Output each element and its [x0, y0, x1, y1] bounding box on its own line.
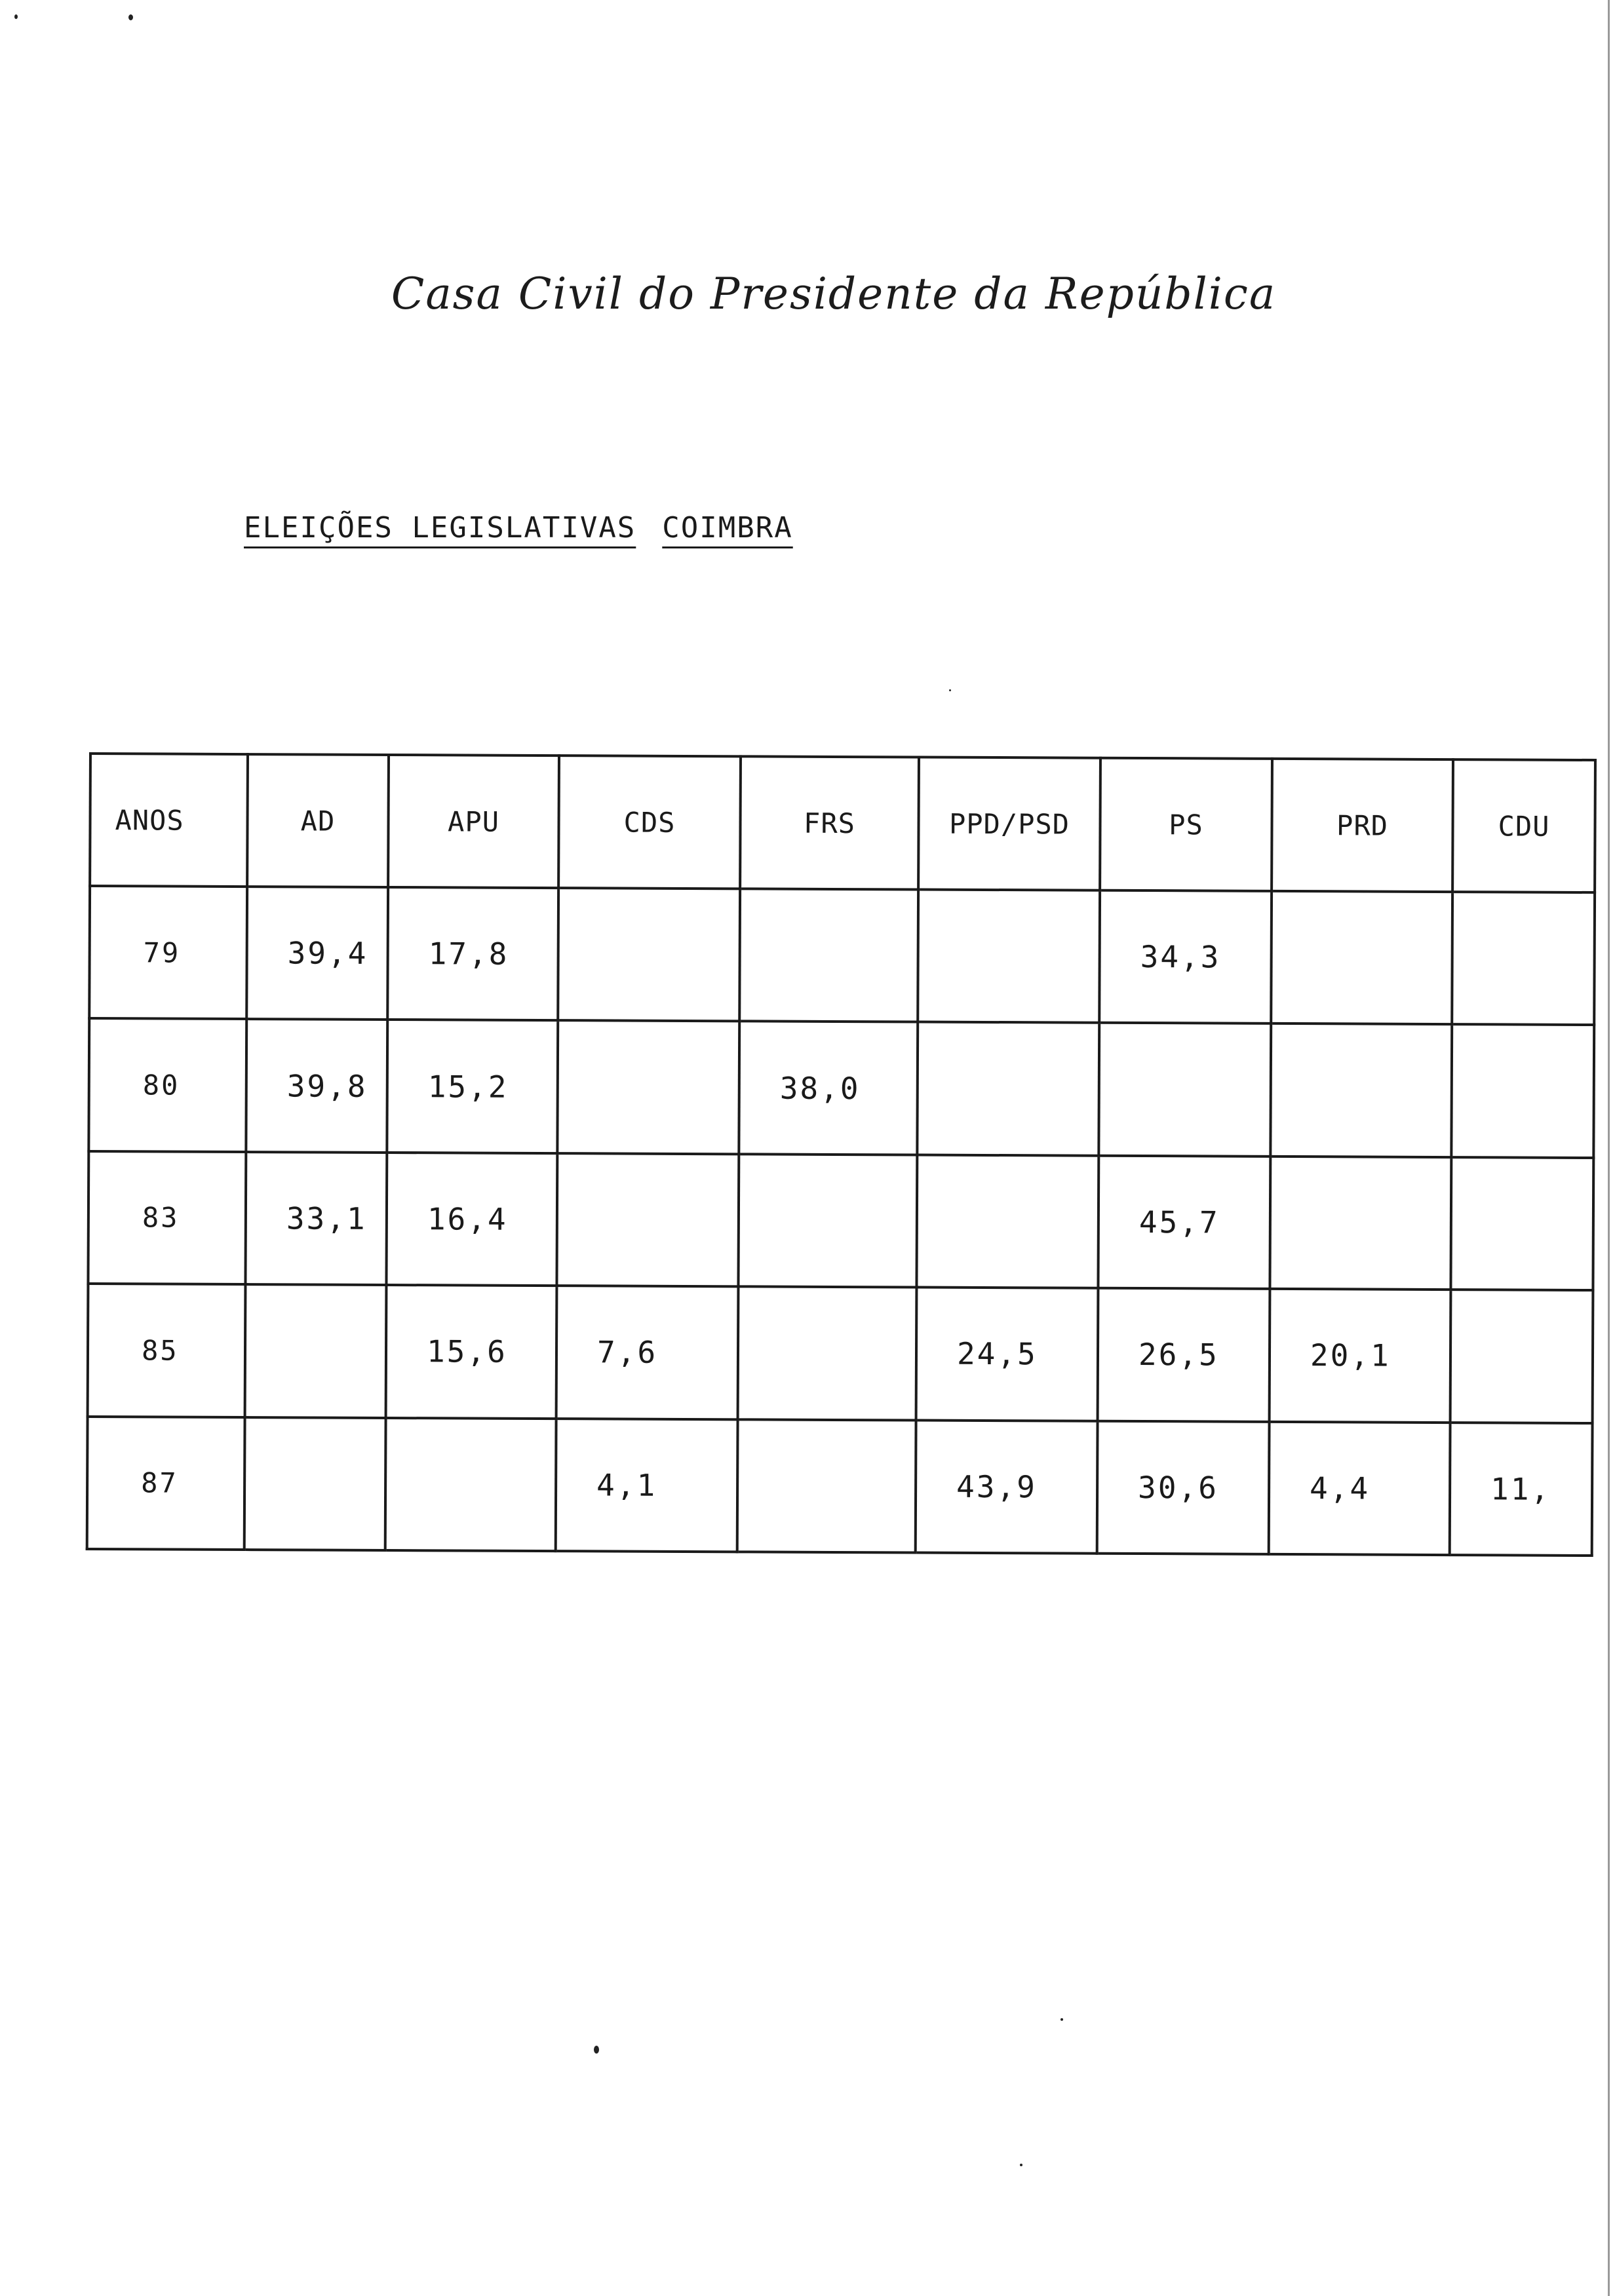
- value-cell: [245, 1284, 387, 1417]
- value-cell: [1099, 1023, 1271, 1157]
- value-cell: 7,6: [556, 1286, 739, 1419]
- header-cdu: CDU: [1452, 759, 1595, 892]
- value-cell: [738, 1287, 917, 1421]
- value-cell: [1450, 1290, 1593, 1423]
- header-ad: AD: [247, 754, 389, 887]
- table-row: [88, 1151, 1593, 1290]
- scan-speck: [594, 2046, 599, 2054]
- year-cell: 79: [89, 886, 247, 1019]
- value-cell: 39,4: [246, 887, 388, 1020]
- year-cell: 87: [87, 1417, 245, 1550]
- value-cell: [556, 1153, 739, 1287]
- value-cell: [918, 890, 1100, 1024]
- scan-speck: [1060, 2018, 1063, 2021]
- scan-speck: [128, 14, 133, 20]
- value-cell: 34,3: [1099, 890, 1272, 1024]
- value-cell: 26,5: [1098, 1288, 1270, 1422]
- election-results-table: [86, 752, 1597, 1557]
- table-row: [87, 1417, 1593, 1556]
- value-cell: 11,: [1450, 1423, 1593, 1556]
- value-cell: 20,1: [1270, 1289, 1451, 1423]
- letterhead: Casa Civil do Presidente da República: [391, 269, 1277, 319]
- value-cell: [739, 889, 918, 1022]
- value-cell: 4,4: [1269, 1421, 1450, 1555]
- value-cell: 43,9: [916, 1420, 1098, 1554]
- value-cell: [916, 1155, 1099, 1288]
- table-row: [88, 1018, 1594, 1157]
- header-apu: APU: [388, 755, 559, 888]
- value-cell: 45,7: [1098, 1156, 1270, 1290]
- document-title: [244, 511, 793, 545]
- value-cell: [1450, 1157, 1593, 1290]
- table-header-row: [90, 754, 1595, 892]
- value-cell: 16,4: [386, 1153, 557, 1286]
- value-cell: [1451, 1024, 1594, 1157]
- value-cell: 38,0: [739, 1022, 918, 1155]
- header-prd: PRD: [1272, 759, 1453, 892]
- header-ppd-psd: PPD/PSD: [918, 757, 1100, 890]
- year-cell: 85: [88, 1284, 246, 1417]
- scan-speck: [1020, 2164, 1022, 2166]
- value-cell: [557, 1021, 739, 1155]
- value-cell: [558, 888, 740, 1022]
- year-cell: 83: [88, 1151, 246, 1284]
- value-cell: [1452, 892, 1595, 1025]
- value-cell: 15,6: [386, 1285, 557, 1419]
- scan-speck: [949, 689, 951, 691]
- header-anos: ANOS: [90, 754, 248, 887]
- page-edge: [1608, 0, 1610, 2296]
- table-row: [89, 886, 1595, 1025]
- value-cell: 33,1: [245, 1152, 387, 1285]
- value-cell: [385, 1418, 556, 1552]
- title-district: COIMBRA: [662, 511, 793, 545]
- value-cell: 24,5: [916, 1288, 1099, 1421]
- header-ps: PS: [1100, 758, 1272, 891]
- header-cds: CDS: [558, 756, 741, 889]
- value-cell: [1271, 891, 1452, 1025]
- value-cell: [737, 1419, 916, 1553]
- value-cell: [738, 1154, 917, 1288]
- value-cell: 17,8: [387, 887, 558, 1021]
- value-cell: [917, 1022, 1099, 1156]
- header-frs: FRS: [740, 756, 919, 889]
- title-elections: ELEIÇÕES LEGISLATIVAS: [244, 511, 636, 545]
- scan-speck: [14, 14, 18, 19]
- value-cell: 30,6: [1097, 1421, 1270, 1554]
- table-row: [88, 1284, 1593, 1423]
- value-cell: [1270, 1157, 1451, 1290]
- value-cell: [244, 1417, 386, 1550]
- value-cell: 39,8: [246, 1019, 387, 1152]
- year-cell: 80: [88, 1018, 246, 1151]
- value-cell: [1270, 1024, 1452, 1157]
- value-cell: 4,1: [556, 1419, 738, 1552]
- value-cell: 15,2: [387, 1020, 558, 1153]
